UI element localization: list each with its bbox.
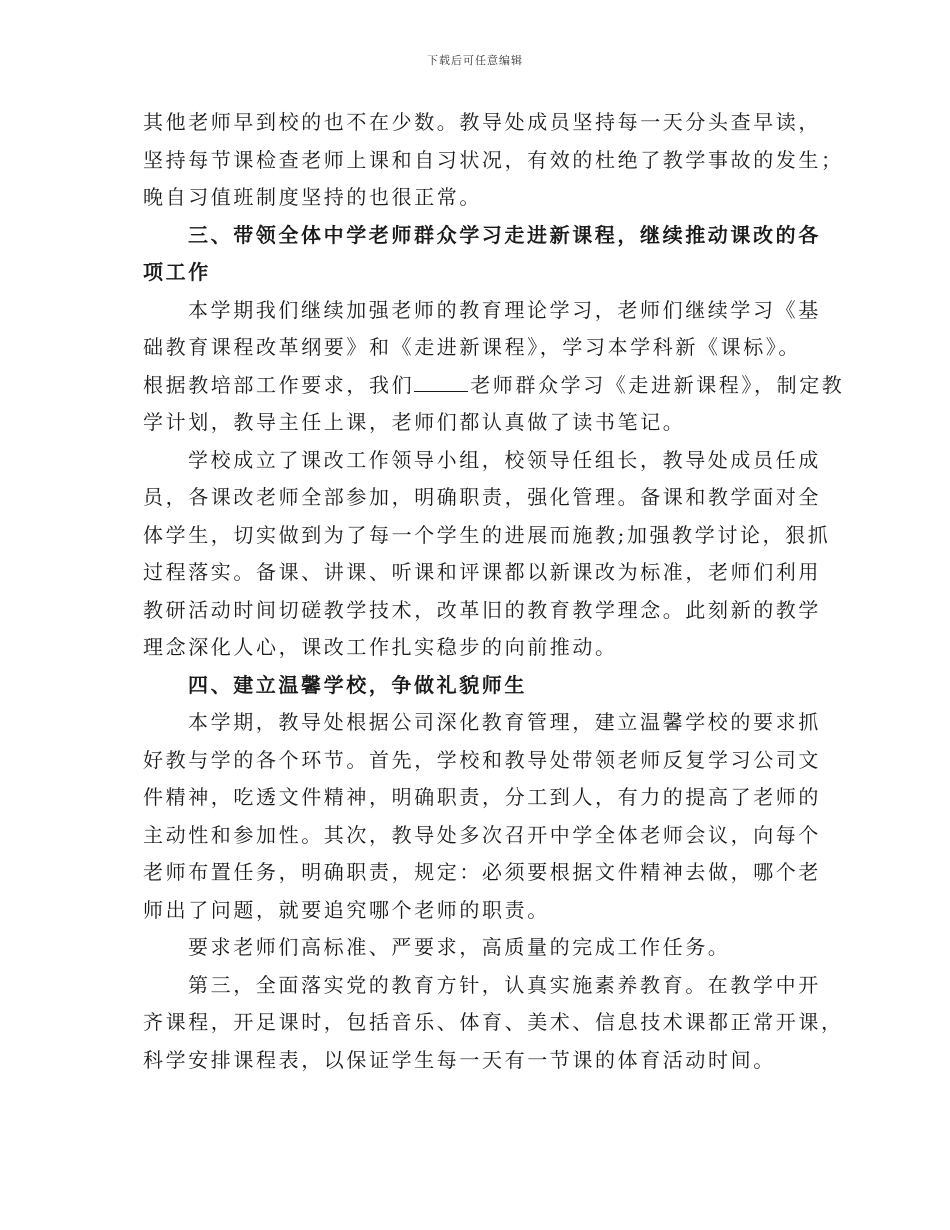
- text-line: 件精神，吃透文件精神，明确职责，分工到人，有力的提高了老师的: [143, 785, 821, 809]
- text-line: 学计划，教导主任上课，老师们都认真做了读书笔记。: [143, 410, 686, 434]
- text-line: 老师布置任务，明确职责，规定：必须要根据文件精神去做，哪个老: [143, 860, 821, 884]
- text-line: 晚自习值班制度坚持的也很正常。: [143, 185, 482, 209]
- text-segment: 老师群众学习《走进新课程》，制定教: [470, 372, 845, 397]
- heading-line: 项工作: [143, 260, 211, 284]
- text-line: 本学期我们继续加强老师的教育理论学习，老师们继续学习《基: [188, 297, 821, 322]
- text-line: 学校成立了课改工作领导小组，校领导任组长，教导处成员任成: [188, 447, 821, 472]
- text-line: 师出了问题，就要追究哪个老师的职责。: [143, 897, 550, 922]
- text-line: 主动性和参加性。其次，教导处多次召开中学全体老师会议，向每个: [143, 822, 821, 847]
- text-line: 理念深化人心，课改工作扎实稳步的向前推动。: [143, 635, 618, 659]
- text-line: 过程落实。备课、讲课、听课和评课都以新课改为标准，老师们利用: [143, 560, 821, 584]
- text-line: 齐课程，开足课时，包括音乐、体育、美术、信息技术课都正常开课，: [143, 1010, 844, 1034]
- text-line: 本学期，教导处根据公司深化教育管理，建立温馨学校的要求抓: [188, 710, 821, 734]
- paragraph: [143, 442, 831, 667]
- text-segment: 根据教培部工作要求，我们: [143, 372, 415, 397]
- paragraph: [143, 292, 845, 442]
- document-body: [143, 104, 845, 1079]
- text-line: 其他老师早到校的也不在少数。教导处成员坚持每一天分头查早读，: [143, 110, 821, 134]
- paragraph: [143, 704, 821, 929]
- paragraph: [143, 967, 844, 1080]
- text-line: 科学安排课程表，以保证学生每一天有一节课的体育活动时间。: [143, 1047, 776, 1072]
- section-heading-4: 四、建立温馨学校，争做礼貌师生: [188, 672, 527, 697]
- page-header: 下载后可任意编辑: [427, 54, 523, 67]
- text-line: 础教育课程改革纲要》和《走进新课程》，学习本学科新《课标》。: [143, 335, 801, 359]
- text-line: 好教与学的各个环节。首先，学校和教导处带领老师反复学习公司文: [143, 747, 821, 772]
- section-heading-3: [143, 217, 821, 292]
- text-line: 第三，全面落实党的教育方针，认真实施素养教育。在教学中开: [188, 972, 821, 997]
- text-line: 员，各课改老师全部参加，明确职责，强化管理。备课和教学面对全: [143, 485, 821, 509]
- text-line: 教研活动时间切磋教学技术，改革旧的教育教学理念。此刻新的教学: [143, 597, 821, 622]
- heading-line: 三、带领全体中学老师群众学习走进新课程，继续推动课改的各: [188, 222, 821, 247]
- text-line: 要求老师们高标准、严要求，高质量的完成工作任务。: [188, 935, 731, 959]
- text-line: 坚持每节课检查老师上课和自习状况，有效的杜绝了教学事故的发生；: [143, 147, 844, 172]
- fill-in-blank: [414, 373, 468, 392]
- text-line-with-blank: [143, 367, 845, 405]
- text-line: 体学生，切实做到为了每一个学生的进展而施教;加强教学讨论，狠抓: [143, 522, 831, 547]
- paragraph: [143, 104, 844, 217]
